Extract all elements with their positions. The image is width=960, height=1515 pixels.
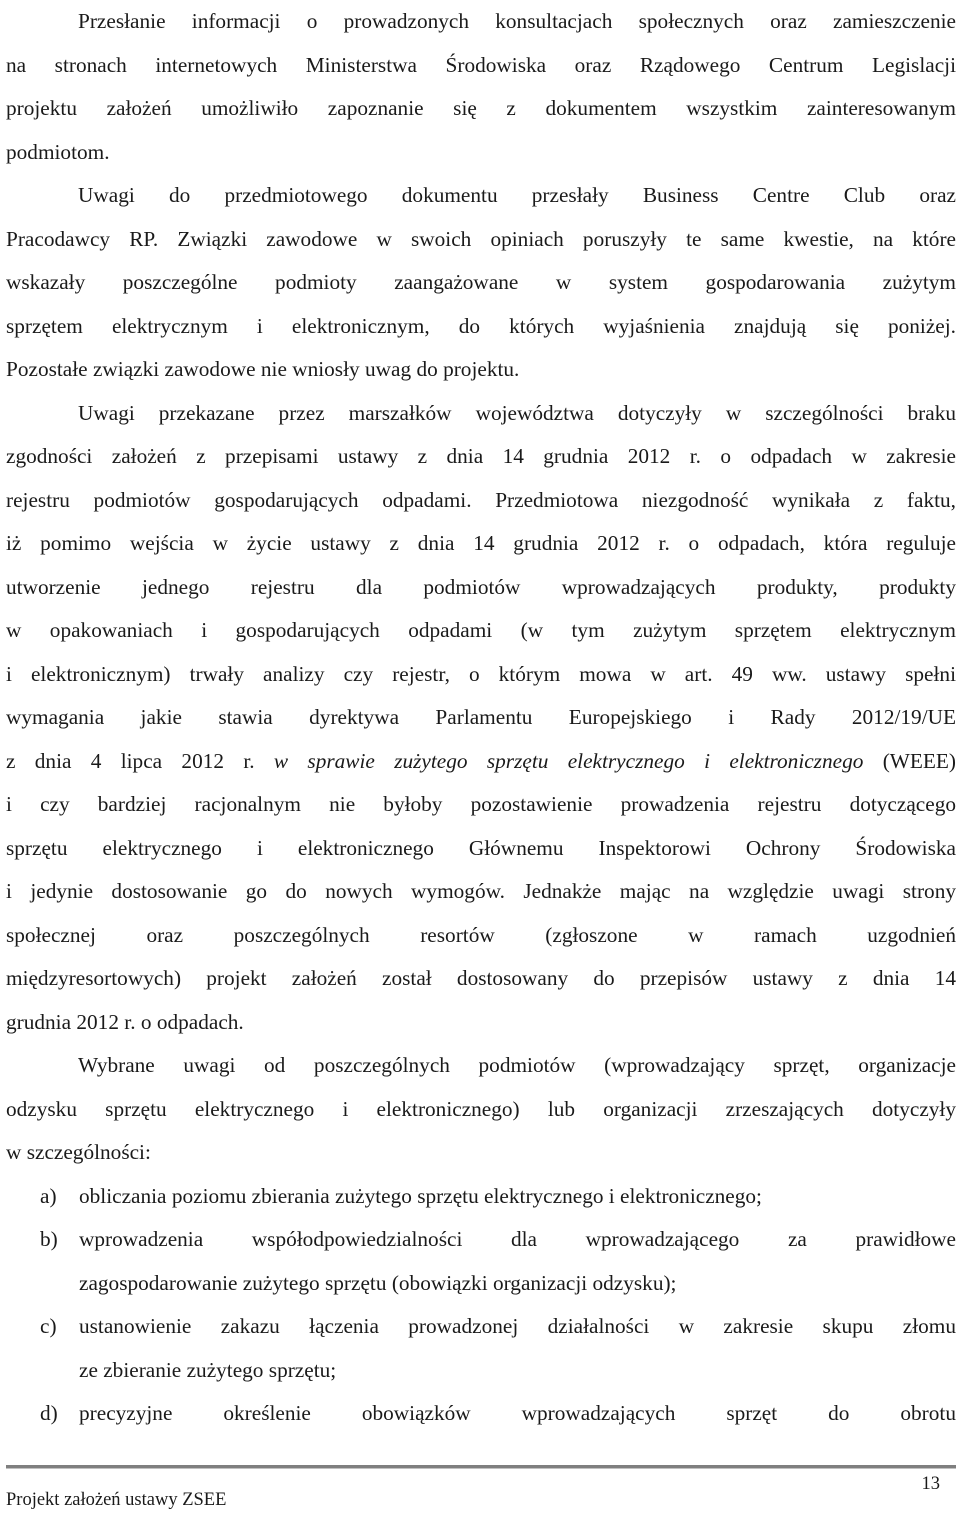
text-line: utworzenie jednego rejestru dla podmiotów wprowadzających produkty, produkty — [6, 574, 956, 599]
list-marker: c) — [40, 1314, 57, 1338]
list-item-text: ze zbieranie zużytego sprzętu; — [79, 1357, 337, 1382]
text-line: wskazały poszczególne podmioty zaangażowane w system gospodarowania zużytym — [6, 270, 956, 294]
list-item — [6, 1218, 956, 1305]
list-item-text: wprowadzenia współodpowiedzialności dla wprowadzającego za prawidłowe — [79, 1227, 956, 1251]
page-number: 13 — [921, 1474, 940, 1494]
text-line: na stronach internetowych Ministerstwa Środowiska oraz Rządowego Centrum Legislacji — [6, 52, 956, 77]
text-line: iż pomimo wejścia w życie ustawy z dnia 14 grudnia 2012 r. o odpadach, która reguluje — [6, 531, 956, 555]
italic-title: w sprawie zużytego sprzętu elektrycznego i elektronicznego — [273, 748, 864, 773]
text-line: Przesłanie informacji o prowadzonych konsultacjach społecznych oraz zamieszczenie — [78, 9, 956, 33]
text-line: międzyresortowych) projekt założeń został dostosowany do przepisów ustawy z dnia 14 — [6, 966, 956, 990]
text-line: w opakowaniach i gospodarujących odpadami (w tym zużytym sprzętem elektrycznym — [6, 618, 956, 642]
text-line: Pracodawcy RP. Związki zawodowe w swoich opiniach poruszyły te same kwestie, na które — [6, 226, 956, 251]
text-line: grudnia 2012 r. o odpadach. — [6, 1009, 244, 1034]
list-item — [6, 1305, 956, 1392]
text-line — [6, 740, 956, 784]
text-line: odzysku sprzętu elektrycznego i elektronicznego) lub organizacji zrzeszających dotyczyły — [6, 1096, 956, 1121]
text-line: podmiotom. — [6, 139, 110, 164]
text-line: i jedynie dostosowanie go do nowych wymogów. Jednakże mając na względzie uwagi strony — [6, 879, 956, 903]
list-item-text: precyzyjne określenie obowiązków wprowadzających sprzęt do obrotu — [79, 1401, 956, 1425]
paragraph — [6, 1044, 956, 1175]
list-item — [6, 1392, 956, 1436]
text-line: w szczególności: — [6, 1140, 151, 1164]
text-line: sprzętu elektrycznego i elektronicznego Głównemu Inspektorowi Ochrony Środowiska — [6, 835, 956, 860]
text-line: wymagania jakie stawia dyrektywa Parlamentu Europejskiego i Rady 2012/19/UE — [6, 705, 956, 729]
text-line: społecznej oraz poszczególnych resortów (zgłoszone w ramach uzgodnień — [6, 922, 956, 947]
text-line: sprzętem elektrycznym i elektronicznym, do których wyjaśnienia znajdują się poniżej. — [6, 313, 956, 338]
text-run: z dnia 4 lipca 2012 r. — [6, 748, 274, 773]
text-line: Wybrane uwagi od poszczególnych podmiotów (wprowadzający sprzęt, organizacje — [78, 1053, 956, 1077]
text-line: Uwagi do przedmiotowego dokumentu przesłały Business Centre Club oraz — [78, 183, 956, 207]
text-run: (WEEE) — [863, 748, 957, 773]
text-line: i elektronicznym) trwały analizy czy rejestr, o którym mowa w art. 49 ww. ustawy spełni — [6, 661, 956, 686]
text-line: i czy bardziej racjonalnym nie byłoby pozostawienie prowadzenia rejestru dotyczącego — [6, 792, 956, 816]
paragraph — [6, 174, 956, 392]
footer-title: Projekt założeń ustawy ZSEE — [6, 1490, 227, 1510]
document-body — [6, 0, 956, 1436]
list-item — [6, 1175, 956, 1219]
text-line: Uwagi przekazane przez marszałków województwa dotyczyły w szczególności braku — [78, 400, 956, 425]
list-item-text: zagospodarowanie zużytego sprzętu (obowiązki organizacji odzysku); — [79, 1270, 677, 1295]
list-marker: b) — [40, 1227, 58, 1251]
text-line: Pozostałe związki zawodowe nie wniosły uwag do projektu. — [6, 357, 520, 381]
lettered-list — [6, 1175, 956, 1436]
paragraph — [6, 0, 956, 174]
text-line: zgodności założeń z przepisami ustawy z dnia 14 grudnia 2012 r. o odpadach w zakresie — [6, 444, 956, 468]
text-line: projektu założeń umożliwiło zapoznanie się z dokumentem wszystkim zainteresowanym — [6, 96, 956, 120]
footer-divider — [6, 1465, 956, 1469]
text-line: rejestru podmiotów gospodarujących odpadami. Przedmiotowa niezgodność wynikała z faktu, — [6, 487, 956, 512]
list-item-text: ustanowienie zakazu łączenia prowadzonej działalności w zakresie skupu złomu — [79, 1314, 956, 1338]
list-item-text: obliczania poziomu zbierania zużytego sprzętu elektrycznego i elektronicznego; — [79, 1183, 762, 1208]
list-marker: d) — [40, 1401, 58, 1425]
list-marker: a) — [40, 1183, 57, 1208]
paragraph — [6, 392, 956, 1045]
